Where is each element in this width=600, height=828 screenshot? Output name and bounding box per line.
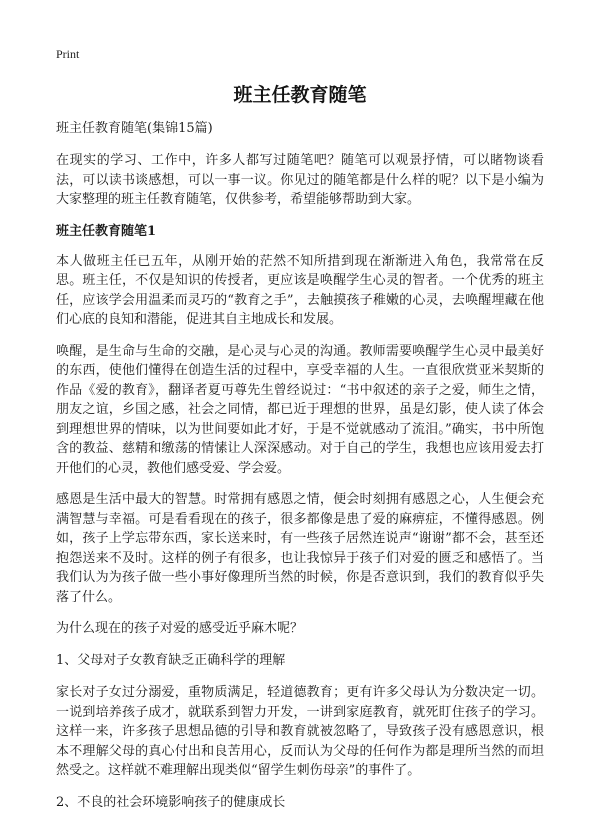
article-body [56, 119, 544, 825]
page-title: 班主任教育随笔 [233, 84, 367, 106]
paragraph: 本人做班主任已五年，从刚开始的茫然不知所措到现在渐渐进入角色，我常常在反思。班主任，不仅是知识的传授者，更应该是唤醒学生心灵的智者。一个优秀的班主任，应该学会用温柔而灵巧的“教育之手”，去触摸孩子稚嫩的心灵，去唤醒埋藏在他们心底的良知和潜能，促进其自主地成长和发展。 [56, 253, 544, 327]
point-1-body: 家长对子女过分溺爱，重物质满足，轻道德教育；更有许多父母认为分数决定一切。一说到培养孩子成才，就联系到智力开发，一讲到家庭教育，就死盯住孩子的学习。这样一来，许多孩子思想品德的引导和教育就被忽略了，导致孩子没有感恩意识，根本不理解父母的真心付出和良苦用心，反而认为父母的任何作为都是理所当然的而坦然受之。这样就不难理解出现类似“留学生刺伤母亲”的事件了。 [56, 685, 544, 778]
paragraph: 感恩是生活中最大的智慧。时常拥有感恩之情，便会时刻拥有感恩之心，人生便会充满智慧与幸福。可是看看现在的孩子，很多都像是患了爱的麻痹症，不懂得感恩。例如，孩子上学忘带东西，家长送来时，有一些孩子居然连说声“谢谢”都不会，甚至还抱怨送来不及时。这样的例子有很多，也让我惊异于孩子们对爱的匮乏和感悟了。当我们认为为孩子做一些小事好像理所当然的时候，你是否意识到，我们的教育似乎失落了什么。 [56, 492, 544, 605]
section-heading: 班主任教育随笔1 [56, 223, 157, 239]
point-1-heading: 1、父母对子女教育缺乏正确科学的理解 [56, 653, 286, 668]
intro-paragraph: 在现实的学习、工作中，许多人都写过随笔吧？随笔可以观景抒情，可以睹物谈看法，可以读书谈感想，可以一事一议。你见过的随笔都是什么样的呢？以下是小编为大家整理的班主任教育随笔，仅供参考，希望能够帮助到大家。 [56, 153, 544, 207]
point-2-heading: 2、不良的社会环境影响孩子的健康成长 [56, 794, 286, 810]
article-subtitle: 班主任教育随笔(集锦15篇) [56, 121, 213, 136]
question-line: 为什么现在的孩子对爱的感受近乎麻木呢？ [56, 621, 304, 636]
print-link[interactable]: Print [56, 47, 80, 61]
paragraph: 唤醒，是生命与生命的交融，是心灵与心灵的沟通。教师需要唤醒学生心灵中最美好的东西，使他们懂得在创造生活的过程中，享受幸福的人生。一直很欣赏亚米契斯的作品《爱的教育》，翻译者夏丏尊先生曾经说过：“书中叙述的亲子之爱，师生之情，朋友之谊，乡国之感，社会之同情，都已近于理想的世界，虽是幻影，使人读了体会到理想世界的情味，以为世间要如此才好，于是不觉就感动了流泪。”确实，书中所饱含的教益、慈精和缴荡的情愫让人深深感动。对于自己的学生，我想也应该用爱去打开他们的心灵，教他们感受爱、学会爱。 [56, 343, 544, 476]
